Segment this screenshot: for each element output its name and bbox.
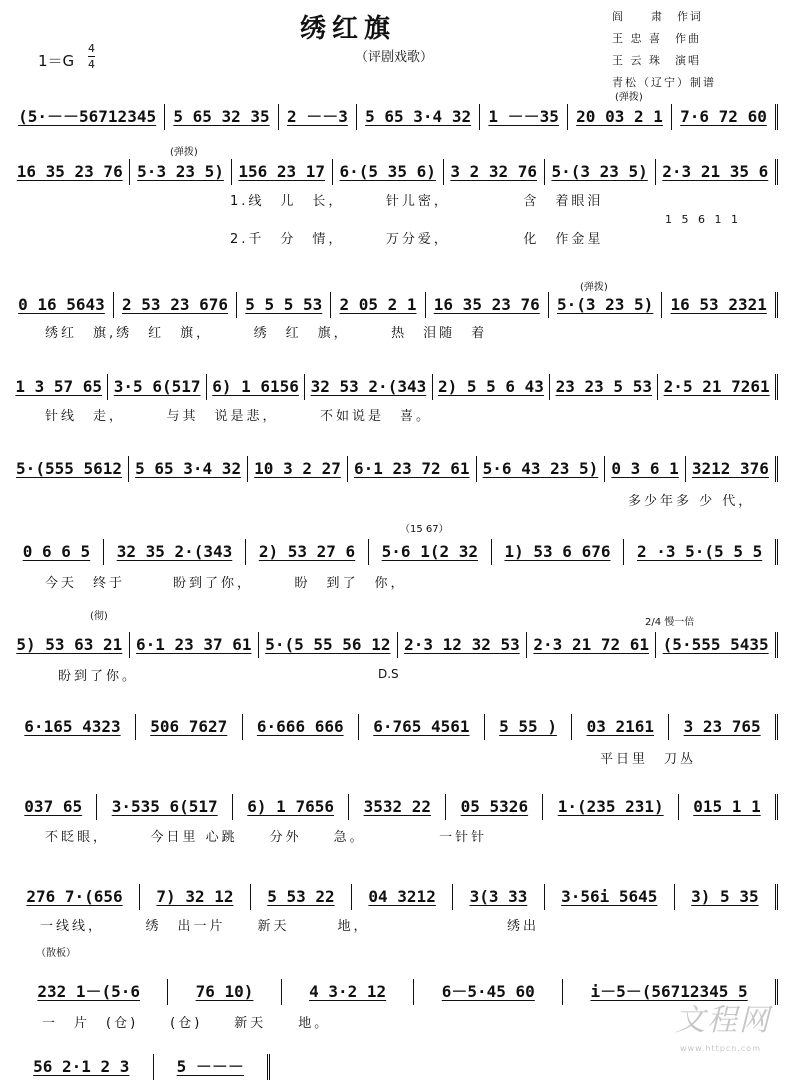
measure: 3) 5 35 xyxy=(675,884,778,910)
tempo-mark: 2/4 慢一倍 xyxy=(645,617,695,628)
measure: (5·－－56712345 xyxy=(10,104,165,130)
staff-row-9 xyxy=(10,790,778,821)
measure: 56 2·1 2 3 xyxy=(10,1054,154,1080)
measure: 2 53 23 676 xyxy=(114,292,237,318)
measure: 5·6 1(2 32 xyxy=(369,539,492,565)
staff-row-5 xyxy=(10,452,778,483)
measure: 32 53 2·(343 xyxy=(305,374,432,400)
measure: 05 5326 xyxy=(446,794,543,820)
measure: 0 3 6 1 xyxy=(605,456,686,482)
measure: 6·765 4561 xyxy=(359,714,485,740)
measure: 5 65 3·4 32 xyxy=(129,456,248,482)
measure: 6) 1 7656 xyxy=(233,794,349,820)
measure: 2) 5 5 6 43 xyxy=(433,374,551,400)
staff-row-7 xyxy=(10,628,778,659)
measure: 2·3 21 35 6 xyxy=(656,159,778,185)
measure: 6·1 23 72 61 xyxy=(348,456,477,482)
measure: 7·6 72 60 xyxy=(672,104,778,130)
measure: (5·555 5435 xyxy=(656,632,778,658)
measure: 5·(3 23 5) xyxy=(549,292,663,318)
measure: 03 2161 xyxy=(572,714,669,740)
measure: 10 3 2 27 xyxy=(248,456,348,482)
staff-row-8 xyxy=(10,710,778,741)
song-title: 绣红旗 xyxy=(300,14,397,44)
measure: 16 53 2321 xyxy=(662,292,778,318)
site-watermark: 文程网 xyxy=(675,1003,771,1038)
lyric-line: 一线线， 绣 出一片 新天 地， 绣出 xyxy=(40,919,540,934)
measure: 3 23 765 xyxy=(669,714,778,740)
lyric-line: 绣红 旗,绣 红 旗， 绣 红 旗， 热 泪随 着 xyxy=(45,326,488,341)
time-signature-divider xyxy=(88,56,95,57)
time-signature-top: 4 xyxy=(88,42,95,55)
credit-transcriber: 青松（辽宁）制谱 xyxy=(612,76,716,89)
lyric-line: 1 5 6 1 1 xyxy=(665,213,741,226)
staff-row-4 xyxy=(10,370,778,401)
measure: 5·(3 23 5) xyxy=(545,159,656,185)
performance-mark: (弹拨) xyxy=(580,282,608,293)
measure: 32 35 2·(343 xyxy=(104,539,246,565)
credits xyxy=(612,6,716,94)
measure: 04 3212 xyxy=(352,884,453,910)
measure: 5) 53 63 21 xyxy=(10,632,130,658)
measure: 1·(235 231) xyxy=(543,794,679,820)
measure: 276 7·(656 xyxy=(10,884,140,910)
performance-mark: (弹拨) xyxy=(615,92,643,103)
staff-row-10 xyxy=(10,880,778,911)
tempo-mark: （散板） xyxy=(36,948,76,959)
measure: 3212 376 xyxy=(686,456,778,482)
lyric-line: 针线 走， 与其 说是悲， 不如说是 喜。 xyxy=(45,409,433,424)
measure: 5 65 3·4 32 xyxy=(357,104,480,130)
lyric-line: 1.线 儿 长， 针儿密， 含 着眼泪 xyxy=(230,194,604,209)
key-signature: 1＝G xyxy=(38,52,75,70)
measure: 3 2 32 76 xyxy=(444,159,545,185)
measure: 2 －－3 xyxy=(279,104,357,130)
measure: 6) 1 6156 xyxy=(207,374,305,400)
lyric-line: 2.千 分 情， 万分爱， 化 作金星 xyxy=(230,232,604,247)
measure: 2 05 2 1 xyxy=(331,292,425,318)
song-subtitle: （评剧戏歌） xyxy=(355,50,434,65)
staff-row-6 xyxy=(10,535,778,566)
staff-row-11 xyxy=(10,975,778,1006)
lyric-line: 平日里 刀丛 xyxy=(600,752,697,767)
measure: 506 7627 xyxy=(136,714,243,740)
measure: 16 35 23 76 xyxy=(426,292,549,318)
staff-row-1 xyxy=(10,100,778,131)
measure: 1) 53 6 676 xyxy=(492,539,624,565)
measure: 4 3·2 12 xyxy=(282,979,415,1005)
measure: 1 －－35 xyxy=(480,104,568,130)
measure: 3·535 6(517 xyxy=(97,794,233,820)
measure: 2 ·3 5·(5 5 5 xyxy=(624,539,778,565)
time-signature xyxy=(88,42,95,71)
site-watermark-url: www.httpcn.com xyxy=(680,1044,761,1053)
credit-lyricist: 阎 肃 作词 xyxy=(612,10,703,23)
measure: 3·56i 5645 xyxy=(545,884,675,910)
measure: 1 3 57 65 xyxy=(10,374,108,400)
measure: 23 23 5 53 xyxy=(550,374,658,400)
measure: 5·(555 5612 xyxy=(10,456,129,482)
measure: 232 1－(5·6 xyxy=(10,979,168,1005)
measure: 5 53 22 xyxy=(251,884,352,910)
measure: 5·6 43 23 5) xyxy=(477,456,606,482)
measure: 5 －－－ xyxy=(154,1054,270,1080)
lyric-line: 一 片 (仓) (仓) 新天 地。 xyxy=(42,1016,331,1031)
measure: 6·165 4323 xyxy=(10,714,136,740)
measure: 5·3 23 5) xyxy=(130,159,231,185)
performance-mark: (弹拨) xyxy=(170,147,198,158)
performance-mark: （15 67） xyxy=(400,524,449,535)
staff-row-12 xyxy=(10,1050,270,1081)
lyric-line: 多少年多 少 代， xyxy=(628,494,755,509)
lyric-line: 盼到了你。 xyxy=(58,669,139,684)
measure: 5 55 ) xyxy=(485,714,572,740)
measure: 6·(5 35 6) xyxy=(333,159,444,185)
measure: 2·3 21 72 61 xyxy=(527,632,656,658)
measure: i－5－(56712345 5 xyxy=(563,979,778,1005)
measure: 015 1 1 xyxy=(679,794,778,820)
measure: 5 5 5 53 xyxy=(237,292,331,318)
measure: 0 16 5643 xyxy=(10,292,114,318)
performance-mark: (彻) xyxy=(90,611,108,622)
lyric-line: 今天 终于 盼到了你， 盼 到了 你， xyxy=(45,576,407,591)
measure: 16 35 23 76 xyxy=(10,159,130,185)
lyric-line: 不眨眼， 今日里 心跳 分外 急。 一针针 xyxy=(45,830,488,845)
measure: 037 65 xyxy=(10,794,97,820)
staff-row-3 xyxy=(10,288,778,319)
measure: 2·5 21 7261 xyxy=(658,374,778,400)
measure: 20 03 2 1 xyxy=(568,104,672,130)
time-signature-bottom: 4 xyxy=(88,58,95,71)
measure: 3532 22 xyxy=(349,794,446,820)
staff-row-2 xyxy=(10,155,778,186)
dal-segno-mark: D.S xyxy=(378,667,399,681)
measure: 3·5 6(517 xyxy=(108,374,206,400)
credit-singer: 王 云 珠 演唱 xyxy=(612,54,701,67)
measure: 0 6 6 5 xyxy=(10,539,104,565)
measure: 7) 32 12 xyxy=(140,884,251,910)
credit-composer: 王 忠 喜 作曲 xyxy=(612,32,701,45)
measure: 6－5·45 60 xyxy=(414,979,563,1005)
measure: 5 65 32 35 xyxy=(165,104,279,130)
measure: 2·3 12 32 53 xyxy=(398,632,527,658)
measure: 5·(5 55 56 12 xyxy=(259,632,398,658)
measure: 3(3 33 xyxy=(453,884,545,910)
measure: 6·666 666 xyxy=(243,714,359,740)
measure: 76 10) xyxy=(168,979,281,1005)
measure: 6·1 23 37 61 xyxy=(130,632,259,658)
measure: 156 23 17 xyxy=(232,159,333,185)
measure: 2) 53 27 6 xyxy=(246,539,369,565)
